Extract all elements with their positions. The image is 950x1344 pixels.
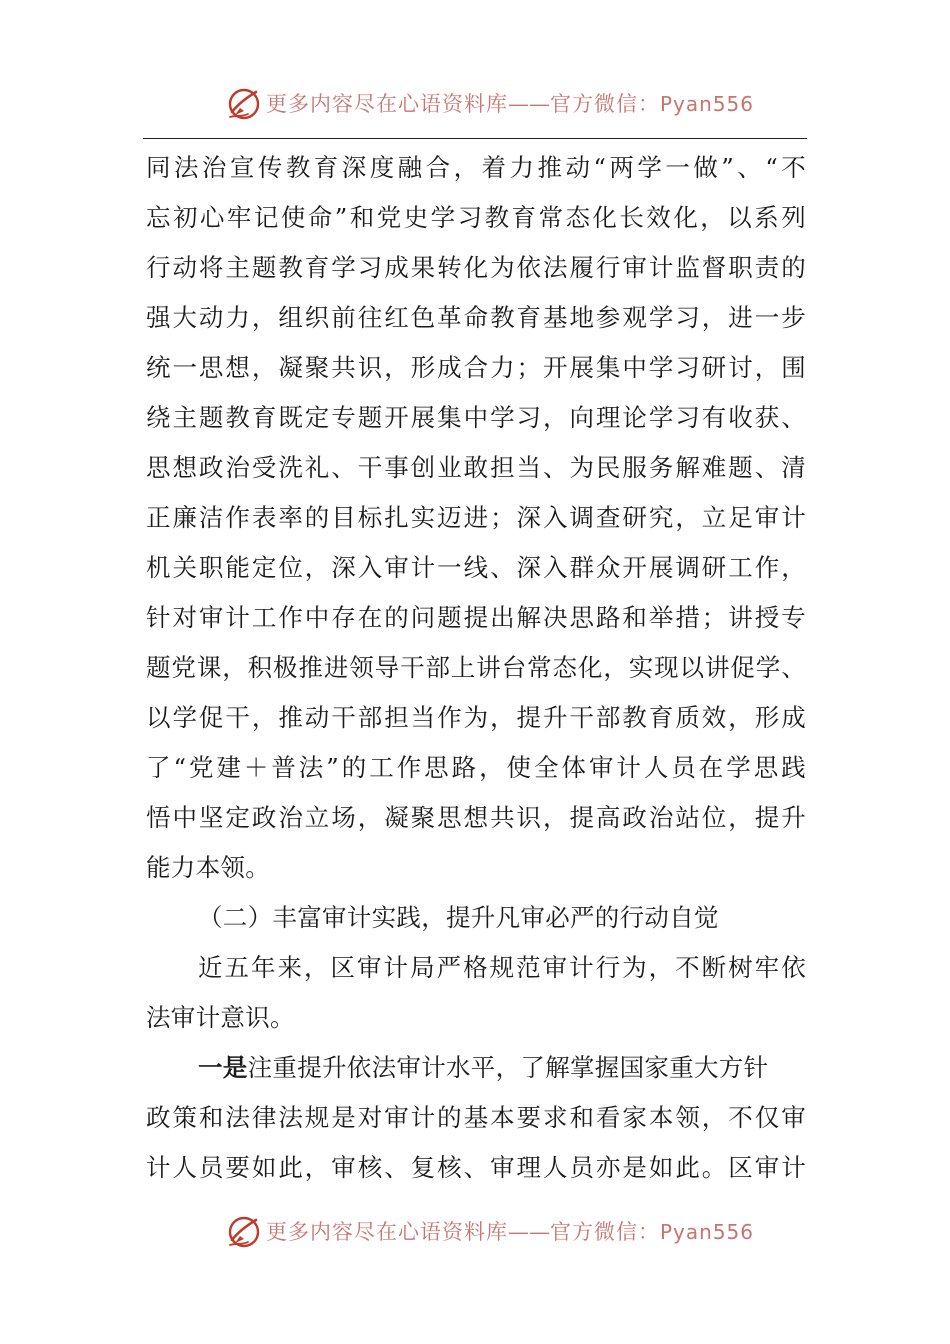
text-line: 了“党建＋普法”的工作思路，使全体审计人员在学思践 — [146, 753, 806, 782]
text-line: 忘初心牢记使命”和党史学习教育常态化长效化，以系列 — [146, 203, 806, 232]
pen-signature-icon — [226, 86, 262, 122]
text-line: 以学促干，推动干部担当作为，提升干部教育质效，形成 — [146, 703, 806, 732]
header-divider — [143, 138, 807, 139]
text-line: 强大动力，组织前往红色革命教育基地参观学习，进一步 — [146, 303, 806, 332]
text-line: 同法治宣传教育深度融合，着力推动“两学一做”、“不 — [146, 153, 806, 182]
banner-text: 更多内容尽在心语资料库——官方微信：Pyan556 — [266, 1220, 755, 1244]
text-line: 绕主题教育既定专题开展集中学习，向理论学习有收获、 — [146, 403, 806, 432]
text-line: 计人员要如此，审核、复核、审理人员亦是如此。区审计 — [146, 1153, 806, 1182]
text-line: 近五年来，区审计局严格规范审计行为，不断树牢依 — [198, 953, 806, 982]
text-line: 正廉洁作表率的目标扎实迈进；深入调查研究，立足审计 — [146, 503, 806, 532]
text-line: 政策和法律法规是对审计的基本要求和看家本领，不仅审 — [146, 1103, 806, 1132]
text-line: 能力本领。 — [146, 853, 270, 882]
text-line: 行动将主题教育学习成果转化为依法履行审计监督职责的 — [146, 253, 806, 282]
text-line: 针对审计工作中存在的问题提出解决思路和举措；讲授专 — [146, 603, 806, 632]
banner-text: 更多内容尽在心语资料库——官方微信：Pyan556 — [266, 92, 755, 116]
text-line: 思想政治受洗礼、干事创业敢担当、为民服务解难题、清 — [146, 453, 806, 482]
footer-banner — [0, 1212, 950, 1252]
section-heading: （二）丰富审计实践，提升凡审必严的行动自觉 — [198, 903, 719, 932]
bold-lead: 一是 — [198, 1053, 248, 1082]
text-line: 悟中坚定政治立场，凝聚思想共识，提高政治站位，提升 — [146, 803, 806, 832]
text-line: 题党课，积极推进领导干部上讲台常态化，实现以讲促学、 — [146, 653, 806, 682]
text-line: 法审计意识。 — [146, 1003, 295, 1032]
pen-signature-icon — [226, 1214, 262, 1250]
header-banner — [0, 84, 950, 124]
text-line: 一是注重提升依法审计水平，了解掌握国家重大方针 — [198, 1053, 769, 1082]
text-line: 统一思想，凝聚共识，形成合力；开展集中学习研讨，围 — [146, 353, 806, 382]
text-line: 机关职能定位，深入审计一线、深入群众开展调研工作， — [146, 553, 806, 582]
